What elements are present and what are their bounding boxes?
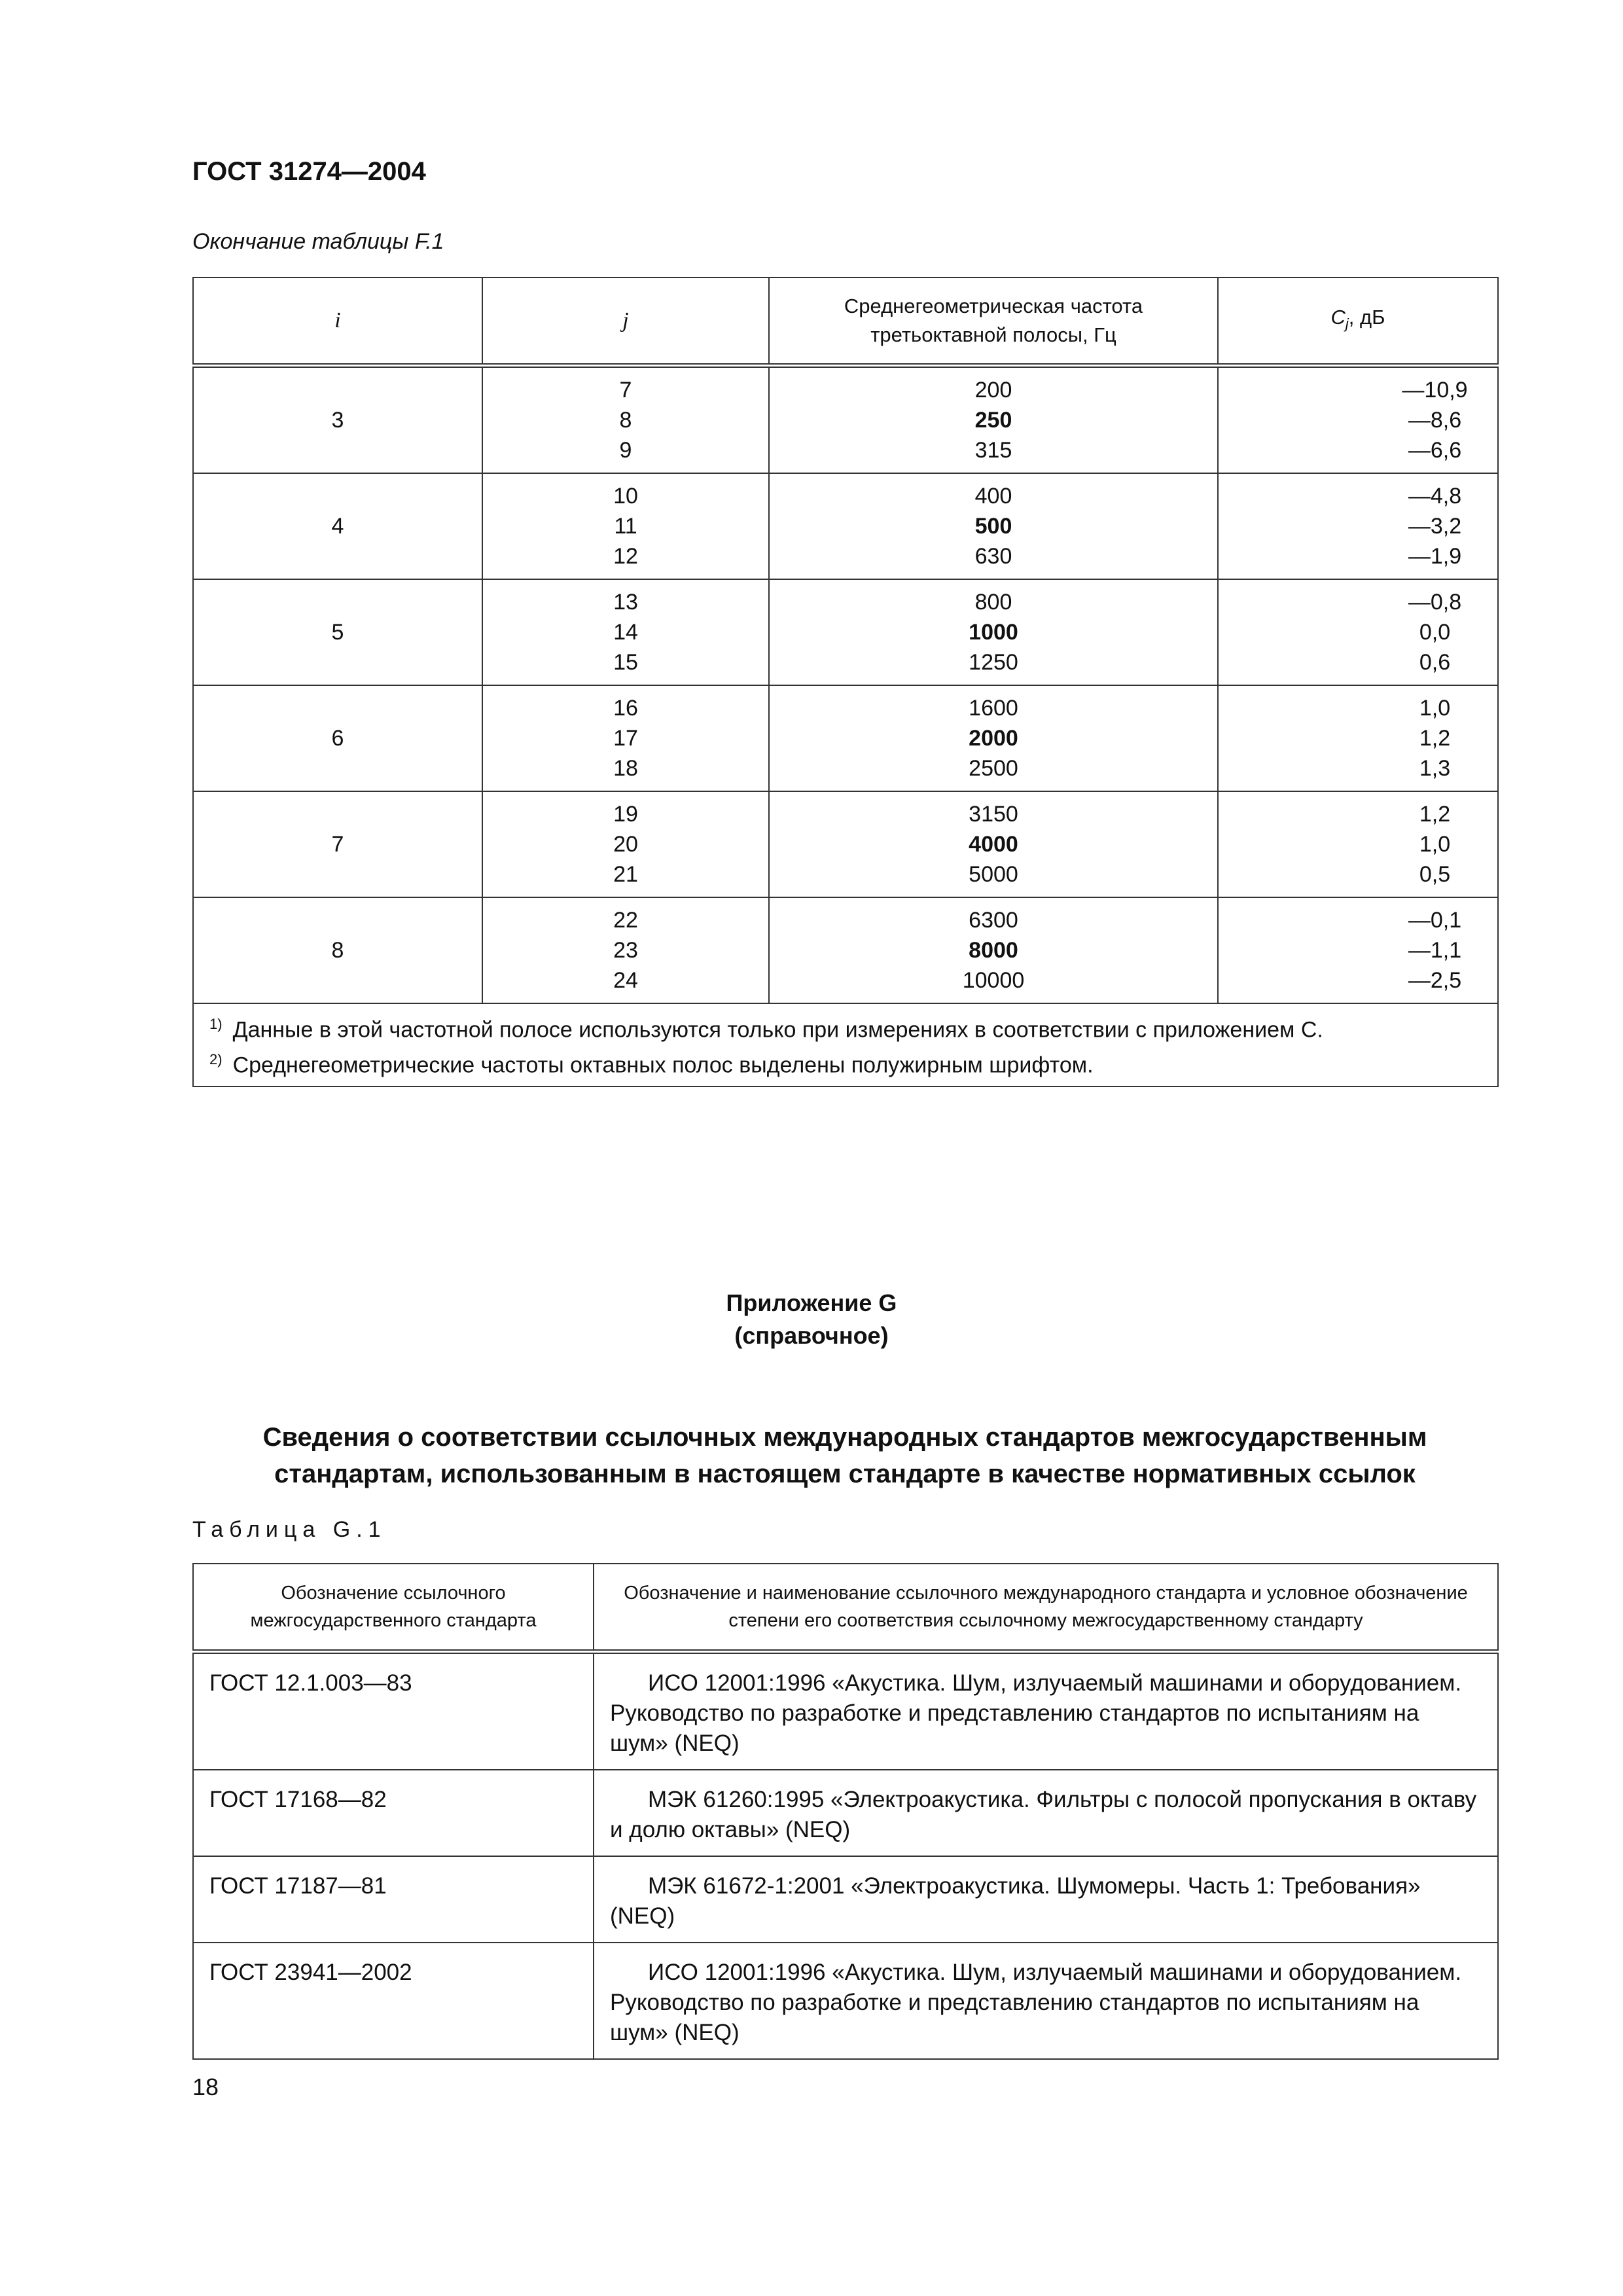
cell-frequency — [769, 897, 1218, 1003]
cj-value: 1,2 — [1419, 726, 1451, 751]
column-header-i: i — [193, 278, 482, 366]
j-value: 16 — [613, 696, 638, 721]
cell-interstate-standard: ГОСТ 23941—2002 — [193, 1943, 594, 2059]
table-row — [193, 1943, 1498, 2059]
frequency-value: 5000 — [969, 862, 1018, 887]
frequency-value: 400 — [974, 484, 1012, 509]
table-note — [209, 1045, 1482, 1080]
appendix-subtitle: (справочное) — [734, 1322, 889, 1349]
column-header-cj — [1218, 278, 1498, 366]
cj-value: 0,0 — [1419, 620, 1451, 645]
column-header-interstate-standard — [193, 1564, 594, 1652]
cell-i: 8 — [193, 897, 482, 1003]
column-header-frequency-text: Среднегеометрическая частота третьоктавной полосы, Гц — [844, 295, 1143, 346]
cj-value: 1,0 — [1419, 832, 1451, 857]
j-value: 8 — [619, 408, 632, 433]
cell-i: 7 — [193, 791, 482, 897]
table-row — [193, 366, 1498, 474]
cj-value: —0,1 — [1408, 908, 1462, 933]
frequency-value: 1250 — [969, 650, 1018, 675]
note-text: Данные в этой частотной полосе используются только при измерениях в соответствии с приложением С. — [232, 1017, 1323, 1043]
cj-value: 0,5 — [1419, 862, 1451, 887]
cj-value: —1,1 — [1408, 938, 1462, 963]
j-value: 9 — [619, 438, 632, 463]
j-value: 18 — [613, 756, 638, 781]
section-title-line: стандартам, использованным в настоящем стандарте в качестве нормативных ссылок — [274, 1460, 1416, 1488]
cell-cj — [1218, 366, 1498, 474]
cj-subscript: j — [1345, 315, 1349, 332]
cj-value: —1,9 — [1408, 544, 1462, 569]
cell-cj — [1218, 473, 1498, 579]
cell-cj — [1218, 897, 1498, 1003]
table-row — [193, 579, 1498, 685]
note-text: Среднегеометрические частоты октавных полос выделены полужирным шрифтом. — [232, 1052, 1094, 1078]
frequency-value: 200 — [974, 378, 1012, 403]
table-row — [193, 685, 1498, 791]
j-value: 13 — [613, 590, 638, 615]
j-value: 10 — [613, 484, 638, 509]
column-header-international-standard — [594, 1564, 1498, 1652]
frequency-value: 315 — [974, 438, 1012, 463]
column-header-frequency — [769, 278, 1218, 366]
frequency-value-octave: 500 — [974, 514, 1012, 539]
cell-frequency — [769, 473, 1218, 579]
page-number: 18 — [192, 2073, 219, 2100]
cell-j — [482, 685, 769, 791]
column-header-text: Обозначение ссылочного межгосударственного стандарта — [250, 1583, 537, 1631]
table-g1 — [192, 1563, 1499, 2060]
frequency-value-octave: 8000 — [969, 938, 1018, 963]
table-notes-row — [193, 1003, 1498, 1086]
table-row — [193, 897, 1498, 1003]
j-value: 21 — [613, 862, 638, 887]
cell-i: 3 — [193, 366, 482, 474]
cell-interstate-standard: ГОСТ 17187—81 — [193, 1856, 594, 1943]
cj-value: —2,5 — [1408, 968, 1462, 993]
table-row — [193, 791, 1498, 897]
frequency-value-octave: 2000 — [969, 726, 1018, 751]
j-value: 7 — [619, 378, 632, 403]
frequency-value: 630 — [974, 544, 1012, 569]
cell-j — [482, 366, 769, 474]
table-row — [193, 1770, 1498, 1856]
cell-interstate-standard: ГОСТ 12.1.003—83 — [193, 1652, 594, 1770]
cell-i: 4 — [193, 473, 482, 579]
column-header-j: j — [482, 278, 769, 366]
j-value: 22 — [613, 908, 638, 933]
table-g1-label: Таблица G.1 — [192, 1517, 387, 1542]
section-title — [192, 1419, 1497, 1492]
j-value: 12 — [613, 544, 638, 569]
cell-frequency — [769, 791, 1218, 897]
cell-i: 5 — [193, 579, 482, 685]
j-value: 14 — [613, 620, 638, 645]
frequency-value: 10000 — [962, 968, 1025, 993]
cell-j — [482, 897, 769, 1003]
cell-j — [482, 791, 769, 897]
table-f1 — [192, 277, 1499, 1087]
frequency-value-octave: 1000 — [969, 620, 1018, 645]
table-g1-header-row — [193, 1564, 1498, 1652]
table-f1-caption: Окончание таблицы F.1 — [192, 229, 444, 254]
cell-cj — [1218, 791, 1498, 897]
cj-value: —10,9 — [1402, 378, 1468, 403]
note-marker: 1) — [209, 1016, 223, 1032]
cj-value: —0,8 — [1408, 590, 1462, 615]
frequency-value: 1600 — [969, 696, 1018, 721]
cell-j — [482, 473, 769, 579]
cell-j — [482, 579, 769, 685]
cell-international-standard: ИСО 12001:1996 «Акустика. Шум, излучаемый машинами и оборудованием. Руководство по разработке и представлению стандартов по испытаниям на шум» (NEQ) — [594, 1943, 1498, 2059]
cell-international-standard: ИСО 12001:1996 «Акустика. Шум, излучаемый машинами и оборудованием. Руководство по разработке и представлению стандартов по испытаниям на шум» (NEQ) — [594, 1652, 1498, 1770]
table-notes — [193, 1003, 1498, 1086]
cell-cj — [1218, 579, 1498, 685]
table-row — [193, 1652, 1498, 1770]
cell-international-standard: МЭК 61672-1:2001 «Электроакустика. Шумомеры. Часть 1: Требования» (NEQ) — [594, 1856, 1498, 1943]
cell-i: 6 — [193, 685, 482, 791]
cj-value: —6,6 — [1408, 438, 1462, 463]
j-value: 17 — [613, 726, 638, 751]
j-value: 24 — [613, 968, 638, 993]
appendix-title: Приложение G — [726, 1289, 897, 1316]
table-f1-header-row — [193, 278, 1498, 366]
cj-value: —3,2 — [1408, 514, 1462, 539]
cj-value: 1,0 — [1419, 696, 1451, 721]
cell-cj — [1218, 685, 1498, 791]
document-header: ГОСТ 31274—2004 — [192, 157, 426, 186]
frequency-value: 3150 — [969, 802, 1018, 827]
frequency-value-octave: 4000 — [969, 832, 1018, 857]
column-header-text: Обозначение и наименование ссылочного международного стандарта и условное обозначение степени его соответствия ссылочному межгосударственному стандарту — [624, 1583, 1468, 1631]
section-title-line: Сведения о соответствии ссылочных международных стандартов межгосударственным — [262, 1423, 1427, 1452]
cj-unit: , дБ — [1348, 305, 1385, 329]
cell-international-standard: МЭК 61260:1995 «Электроакустика. Фильтры с полосой пропускания в октаву и долю октавы» (NEQ) — [594, 1770, 1498, 1856]
cell-frequency — [769, 366, 1218, 474]
cj-value: —8,6 — [1408, 408, 1462, 433]
frequency-value-octave: 250 — [974, 408, 1012, 433]
cj-symbol: C — [1330, 305, 1346, 329]
cj-value: 1,3 — [1419, 756, 1451, 781]
cell-interstate-standard: ГОСТ 17168—82 — [193, 1770, 594, 1856]
cell-frequency — [769, 685, 1218, 791]
cj-value: 0,6 — [1419, 650, 1451, 675]
table-row — [193, 1856, 1498, 1943]
cj-value: —4,8 — [1408, 484, 1462, 509]
table-row — [193, 473, 1498, 579]
j-value: 19 — [613, 802, 638, 827]
j-value: 11 — [614, 514, 637, 539]
j-value: 20 — [613, 832, 638, 857]
cell-frequency — [769, 579, 1218, 685]
frequency-value: 2500 — [969, 756, 1018, 781]
frequency-value: 6300 — [969, 908, 1018, 933]
table-note — [209, 1009, 1482, 1045]
j-value: 23 — [613, 938, 638, 963]
frequency-value: 800 — [974, 590, 1012, 615]
note-marker: 2) — [209, 1051, 223, 1068]
j-value: 15 — [613, 650, 638, 675]
cj-value: 1,2 — [1419, 802, 1451, 827]
